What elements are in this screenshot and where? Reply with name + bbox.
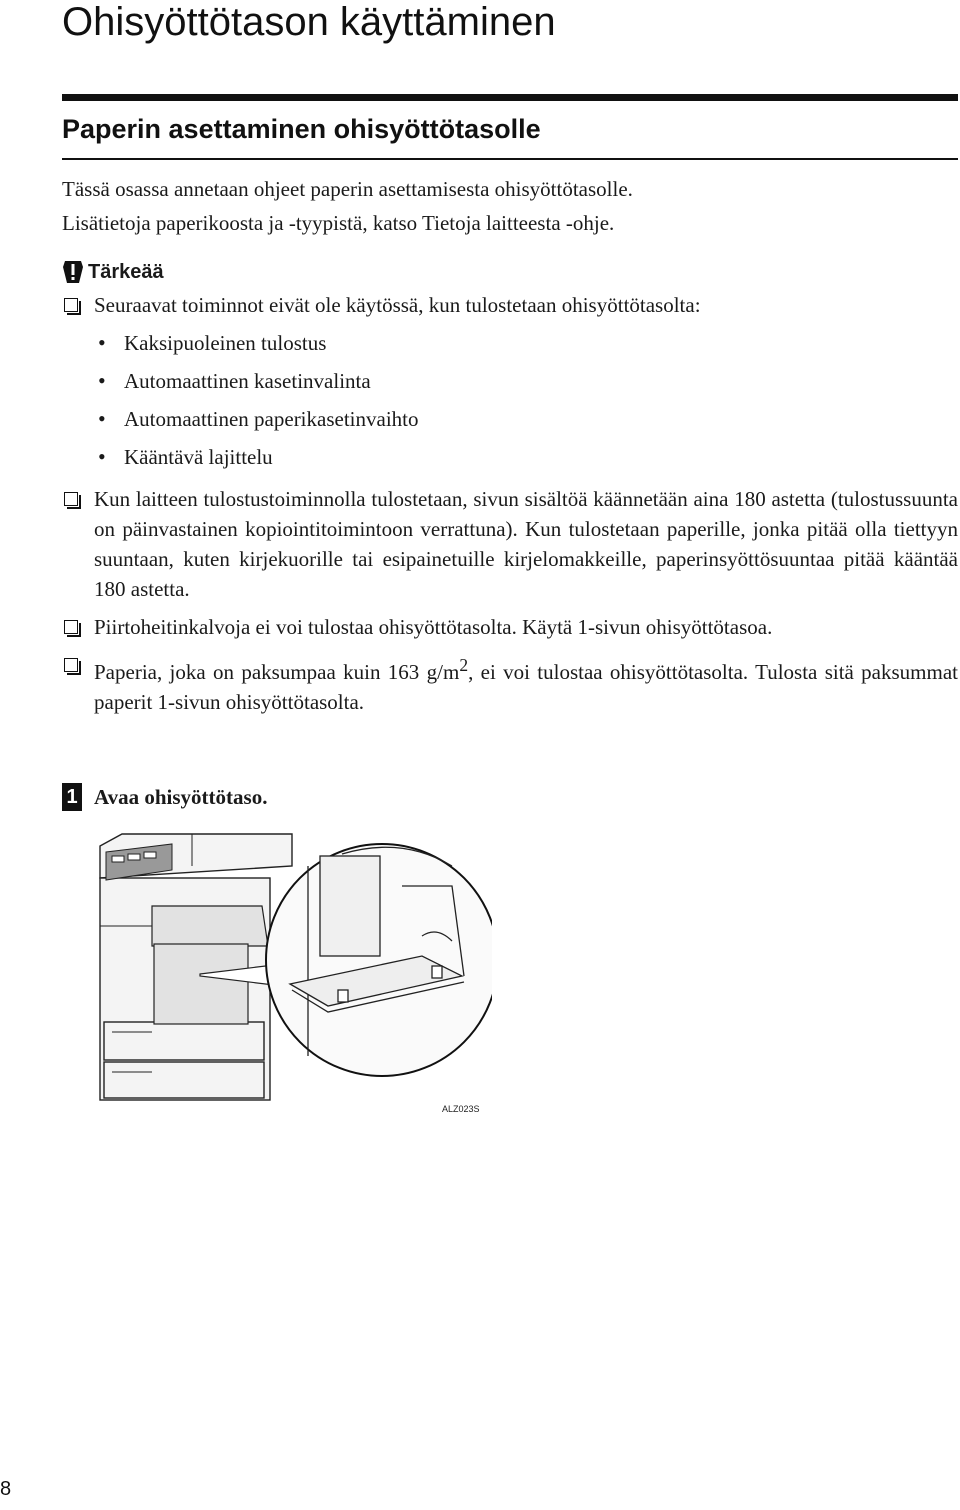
- section-heading: Paperin asettaminen ohisyöttötasolle: [62, 114, 541, 144]
- superscript: 2: [459, 655, 469, 675]
- important-label: Tärkeää: [88, 260, 164, 283]
- step-1: [62, 782, 267, 812]
- page-number: 8: [0, 1478, 12, 1500]
- checkbox-icon: [64, 298, 78, 312]
- feature-list: [94, 324, 958, 476]
- note-text: Paperia, joka on paksumpaa kuin 163 $g/m^2$, ei voi tulostaa ohisyöttötasolta. Tulosta sitä paksummat paperit 1-sivun ohisyöttötasolta.: [94, 655, 958, 714]
- list-item: • Kääntävä lajittelu: [98, 444, 273, 469]
- step-text: Avaa ohisyöttötaso.: [94, 784, 268, 809]
- note-item: [62, 484, 958, 604]
- intro-line: Tässä osassa annetaan ohjeet paperin asettamisesta ohisyöttötasolle.: [62, 177, 633, 201]
- note-item: [62, 290, 958, 476]
- checkbox-icon: [64, 658, 78, 672]
- title-rule: [62, 94, 958, 101]
- list-item: • Kaksipuoleinen tulostus: [98, 330, 327, 355]
- checkbox-icon: [64, 620, 78, 634]
- step-number-badge: 1: [62, 783, 82, 811]
- page-title: Ohisyöttötason käyttäminen: [62, 0, 556, 44]
- important-heading: [62, 256, 164, 288]
- figure-code: ALZ023S: [442, 1104, 480, 1114]
- list-item: • Automaattinen paperikasetinvaihto: [98, 406, 419, 431]
- intro-line: Lisätietoja paperikoosta ja -tyypistä, katso Tietoja laitteesta -ohje.: [62, 211, 615, 235]
- list-item: • Automaattinen kasetinvalinta: [98, 368, 371, 393]
- note-text: Piirtoheitinkalvoja ei voi tulostaa ohisyöttötasolta. Käytä 1-sivun ohisyöttötasoa.: [94, 615, 773, 639]
- exclamation-icon: [62, 259, 84, 285]
- note-text: Seuraavat toiminnot eivät ole käytössä, kun tulostetaan ohisyöttötasolta:: [94, 293, 701, 317]
- important-notes: [62, 290, 958, 725]
- checkbox-icon: [64, 492, 78, 506]
- bypass-tray-illustration: [92, 826, 492, 1116]
- section-rule: [62, 158, 958, 160]
- intro-text: [62, 172, 922, 240]
- note-item: [62, 650, 958, 717]
- note-item: [62, 612, 958, 642]
- note-text: Kun laitteen tulostustoiminnolla tulostetaan, sivun sisältöä käännetään aina 180 astetta (tulostussuunta on päinvastainen kopiointitoimintoon verrattuna). Kun tulostetaan paperille, jonka pitää olla tiettyyn suuntaan, kuten kirjekuorille tai esipainetuille kirjelomakkeille, paperinsyöttösuuntaa pitää kääntää 180 astetta.: [94, 487, 958, 601]
